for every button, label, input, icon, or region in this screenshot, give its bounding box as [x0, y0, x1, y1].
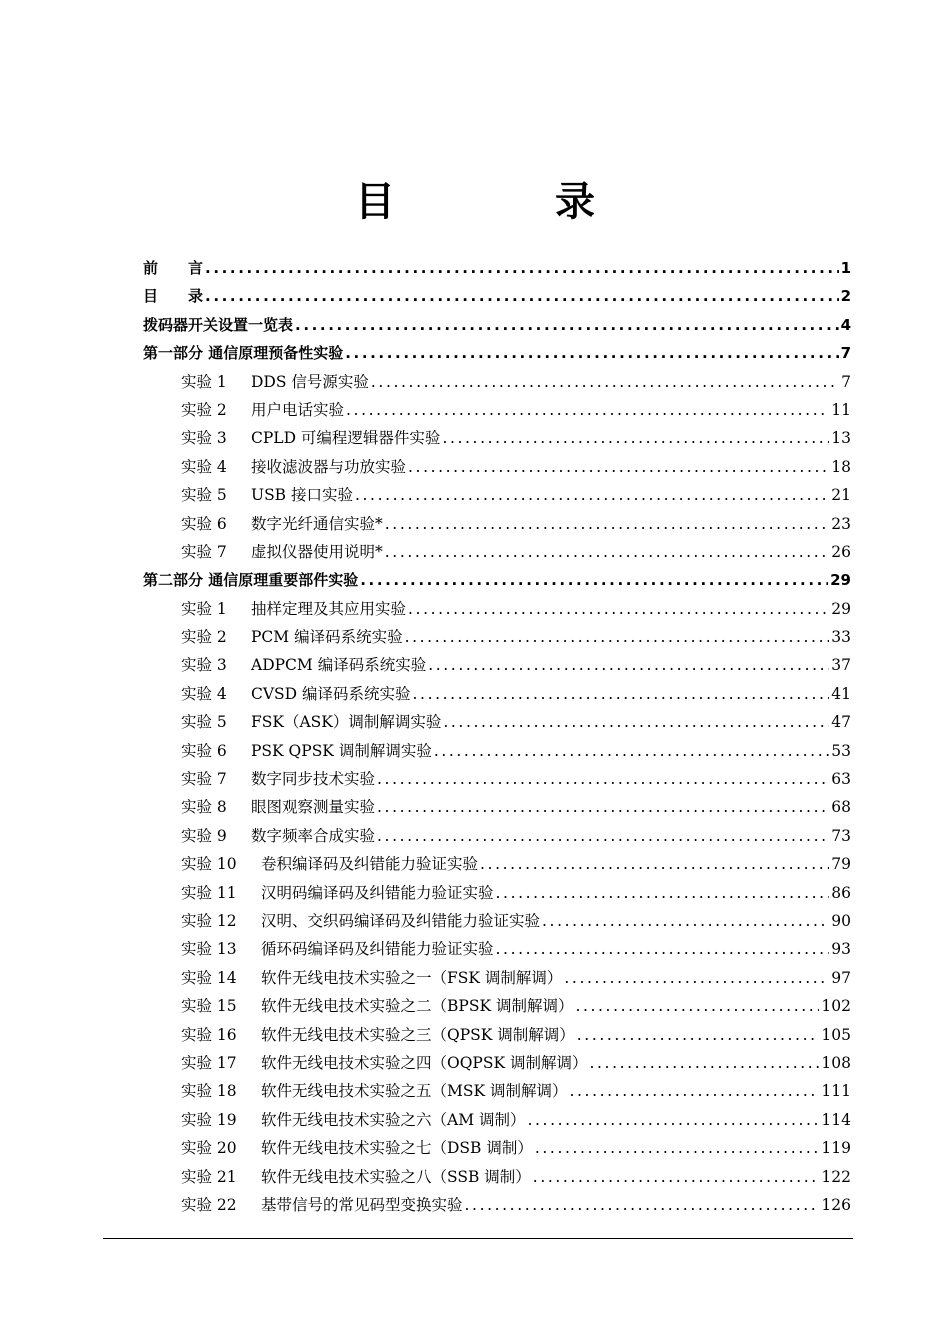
toc-entry-label: [181, 368, 369, 396]
toc-leader-dots: [528, 1106, 820, 1134]
toc-leader-dots: [480, 850, 829, 878]
toc-item-link[interactable]: [143, 1049, 851, 1077]
toc-entry-number: 实验 2: [181, 400, 227, 419]
toc-item-link[interactable]: [143, 935, 851, 963]
toc-item-link[interactable]: [143, 879, 851, 907]
toc-item-link[interactable]: [143, 424, 851, 452]
toc-leader-dots: [205, 254, 839, 282]
toc-page-number: 13: [831, 429, 851, 448]
toc-entry-number: 实验 13: [181, 940, 237, 959]
toc-entry-number: 实验 3: [181, 429, 227, 448]
toc-entry-label: [181, 510, 383, 538]
toc-entry-number: 实验 4: [181, 684, 227, 703]
toc-item-link[interactable]: [143, 1163, 851, 1191]
toc-leader-dots: [434, 737, 829, 765]
toc-page-number: 2: [840, 287, 851, 306]
toc-entry-label: [181, 850, 478, 878]
toc-item-link[interactable]: [143, 1021, 851, 1049]
toc-page-number: 7: [840, 344, 851, 363]
toc-page-number: 29: [831, 599, 851, 618]
toc-entry-label: [181, 822, 375, 850]
toc-leader-dots: [371, 368, 839, 396]
toc-entry-number: 实验 7: [181, 542, 227, 561]
toc-entry-number: 实验 4: [181, 457, 227, 476]
toc-entry-title: 软件无线电技术实验之一（FSK 调制解调）: [261, 968, 563, 987]
toc-entry-title: 第一部分 通信原理预备性实验: [143, 344, 344, 363]
toc-leader-dots: [442, 424, 829, 452]
toc-entry-title: 汉明码编译码及纠错能力验证实验: [261, 883, 494, 902]
toc-page-number: 119: [821, 1139, 851, 1158]
toc-entry-number: 实验 6: [181, 741, 227, 760]
toc-page-number: 47: [831, 713, 851, 732]
toc-entry-number: 实验 1: [181, 599, 227, 618]
toc-entry-title: 软件无线电技术实验之二（BPSK 调制解调）: [261, 997, 574, 1016]
toc-entry-label: [181, 708, 441, 736]
toc-leader-dots: [408, 453, 829, 481]
toc-entry-title: 数字同步技术实验: [251, 770, 376, 789]
toc-entry-number: 实验 20: [181, 1139, 237, 1158]
toc-entry-title: 软件无线电技术实验之五（MSK 调制解调）: [261, 1082, 568, 1101]
toc-entry-number: 实验 21: [181, 1167, 237, 1186]
toc-page-number: 21: [831, 486, 851, 505]
toc-page-number: 126: [821, 1195, 851, 1214]
toc-item-link[interactable]: [143, 453, 851, 481]
toc-item-link[interactable]: [143, 793, 851, 821]
toc-entry-title: 数字光纤通信实验*: [251, 514, 383, 533]
toc-entry-label: [143, 254, 203, 282]
toc-item-link[interactable]: [143, 964, 851, 992]
toc-page-number: 102: [821, 997, 851, 1016]
toc-entry-label: [143, 339, 343, 367]
toc-item-link[interactable]: [143, 1134, 851, 1162]
toc-page-number: 29: [830, 571, 851, 590]
toc-section-link[interactable]: [143, 282, 851, 310]
toc-item-link[interactable]: [143, 1191, 851, 1219]
toc-item-link[interactable]: [143, 623, 851, 651]
toc-entry-title: 拨码器开关设置一览表: [143, 315, 294, 334]
toc-entry-title: FSK（ASK）调制解调实验: [251, 713, 442, 732]
toc-entry-title: 软件无线电技术实验之六（AM 调制）: [261, 1110, 526, 1129]
toc-section-link[interactable]: [143, 311, 851, 339]
footer-divider: [103, 1238, 853, 1239]
toc-entry-title: 数字频率合成实验: [251, 826, 376, 845]
toc-leader-dots: [589, 1049, 819, 1077]
toc-entry-number: 实验 14: [181, 968, 237, 987]
toc-item-link[interactable]: [143, 850, 851, 878]
toc-entry-title: 目 录: [143, 287, 204, 306]
toc-leader-dots: [408, 595, 829, 623]
toc-entry-number: 实验 11: [181, 883, 237, 902]
toc-item-link[interactable]: [143, 907, 851, 935]
toc-entry-title: ADPCM 编译码系统实验: [251, 656, 427, 675]
toc-entry-label: [181, 1077, 568, 1105]
toc-page-number: 93: [831, 940, 851, 959]
toc-leader-dots: [385, 538, 830, 566]
toc-leader-dots: [377, 822, 829, 850]
toc-entry-label: [181, 595, 406, 623]
toc-page-number: 122: [821, 1167, 851, 1186]
toc-entry-title: PSK QPSK 调制解调实验: [251, 741, 432, 760]
toc-entry-label: [181, 1134, 533, 1162]
toc-entry-number: 实验 9: [181, 826, 227, 845]
toc-leader-dots: [345, 339, 838, 367]
toc-entry-title: CVSD 编译码系统实验: [251, 684, 411, 703]
toc-entry-label: [181, 453, 406, 481]
toc-section-link[interactable]: [143, 254, 851, 282]
toc-entry-label: [181, 481, 353, 509]
toc-item-link[interactable]: [143, 396, 851, 424]
toc-entry-number: 实验 2: [181, 628, 227, 647]
toc-entry-label: [181, 992, 573, 1020]
toc-entry-number: 实验 8: [181, 798, 227, 817]
toc-leader-dots: [428, 651, 829, 679]
toc-entry-title: 软件无线电技术实验之三（QPSK 调制解调）: [261, 1025, 575, 1044]
toc-entry-title: DDS 信号源实验: [251, 372, 369, 391]
toc-section-link[interactable]: [143, 566, 851, 594]
toc-entry-title: 虚拟仪器使用说明*: [251, 542, 383, 561]
toc-page-number: 11: [831, 400, 851, 419]
toc-entry-label: [181, 623, 403, 651]
toc-entry-title: 抽样定理及其应用实验: [251, 599, 407, 618]
toc-item-link[interactable]: [143, 368, 851, 396]
toc-leader-dots: [465, 1191, 820, 1219]
toc-page-number: 7: [841, 372, 851, 391]
toc-page-number: 97: [831, 968, 851, 987]
toc-leader-dots: [205, 282, 839, 310]
toc-entry-label: [181, 424, 440, 452]
toc-entry-label: [181, 935, 494, 963]
toc-item-link[interactable]: [143, 992, 851, 1020]
toc-leader-dots: [570, 1077, 820, 1105]
toc-entry-title: 卷积编译码及纠错能力验证实验: [261, 855, 479, 874]
toc-leader-dots: [542, 907, 829, 935]
toc-entry-label: [181, 765, 375, 793]
toc-entry-label: [143, 311, 293, 339]
toc-leader-dots: [575, 992, 819, 1020]
toc-leader-dots: [385, 510, 830, 538]
toc-leader-dots: [346, 396, 829, 424]
toc-entry-number: 实验 17: [181, 1053, 237, 1072]
toc-item-link[interactable]: [143, 510, 851, 538]
toc-leader-dots: [360, 566, 828, 594]
toc-entry-title: 用户电话实验: [251, 400, 345, 419]
toc-entry-number: 实验 15: [181, 997, 237, 1016]
toc-item-link[interactable]: [143, 765, 851, 793]
toc-entry-number: 实验 7: [181, 770, 227, 789]
toc-page-number: 4: [840, 315, 851, 334]
toc-entry-number: 实验 19: [181, 1110, 237, 1129]
toc-entry-title: 汉明、交织码编译码及纠错能力验证实验: [261, 911, 541, 930]
toc-page-number: 86: [831, 883, 851, 902]
toc-leader-dots: [355, 481, 829, 509]
toc-item-link[interactable]: [143, 595, 851, 623]
toc-entry-title: 眼图观察测量实验: [251, 798, 376, 817]
toc-page-number: 90: [831, 911, 851, 930]
toc-page-number: 1: [840, 259, 851, 277]
toc-entry-label: [181, 1191, 463, 1219]
toc-entry-title: 前 言: [143, 259, 204, 277]
toc-page-number: 114: [821, 1110, 851, 1129]
toc-leader-dots: [413, 680, 830, 708]
toc-entry-label: [181, 1163, 531, 1191]
toc-page-number: 68: [831, 798, 851, 817]
toc-entry-label: [181, 396, 344, 424]
toc-page-number: 18: [831, 457, 851, 476]
toc-entry-title: 软件无线电技术实验之七（DSB 调制）: [261, 1139, 533, 1158]
toc-item-link[interactable]: [143, 822, 851, 850]
toc-entry-number: 实验 16: [181, 1025, 237, 1044]
toc-entry-title: 循环码编译码及纠错能力验证实验: [261, 940, 494, 959]
toc-page-number: 41: [831, 684, 851, 703]
toc-page-number: 111: [821, 1082, 851, 1101]
toc-item-link[interactable]: [143, 680, 851, 708]
toc-entry-label: [143, 566, 358, 594]
toc-entry-number: 实验 3: [181, 656, 227, 675]
toc-entry-number: 实验 1: [181, 372, 227, 391]
toc-page-number: 26: [831, 542, 851, 561]
toc-item-link[interactable]: [143, 651, 851, 679]
toc-entry-title: 第二部分 通信原理重要部件实验: [143, 571, 359, 590]
toc-leader-dots: [295, 311, 839, 339]
toc-page-number: 37: [831, 656, 851, 675]
toc-entry-title: PCM 编译码系统实验: [251, 628, 403, 647]
toc-entry-title: USB 接口实验: [251, 486, 353, 505]
toc-entry-title: 软件无线电技术实验之八（SSB 调制）: [261, 1167, 531, 1186]
toc-entry-title: 软件无线电技术实验之四（OQPSK 调制解调）: [261, 1053, 588, 1072]
toc-entry-label: [143, 282, 203, 310]
toc-entry-number: 实验 22: [181, 1195, 237, 1214]
toc-leader-dots: [377, 793, 829, 821]
toc-item-link[interactable]: [143, 737, 851, 765]
toc-entry-label: [181, 1021, 575, 1049]
toc-page-number: 108: [821, 1053, 851, 1072]
toc-leader-dots: [377, 765, 829, 793]
toc-leader-dots: [405, 623, 830, 651]
toc-item-link[interactable]: [143, 538, 851, 566]
toc-entry-title: 基带信号的常见码型变换实验: [261, 1195, 463, 1214]
toc-entry-number: 实验 5: [181, 713, 227, 732]
toc-entry-label: [181, 879, 494, 907]
toc-entry-label: [181, 651, 426, 679]
toc-item-link[interactable]: [143, 1077, 851, 1105]
toc-entry-label: [181, 538, 383, 566]
toc-entry-number: 实验 5: [181, 486, 227, 505]
toc-page-number: 33: [831, 628, 851, 647]
toc-page-number: 105: [821, 1025, 851, 1044]
toc-page-number: 79: [831, 855, 851, 874]
toc-entry-label: [181, 1049, 587, 1077]
toc-entry-number: 实验 10: [181, 855, 237, 874]
toc-entry-label: [181, 1106, 526, 1134]
toc-entry-label: [181, 680, 411, 708]
toc-item-link[interactable]: [143, 1106, 851, 1134]
toc-leader-dots: [535, 1134, 820, 1162]
toc-leader-dots: [564, 964, 829, 992]
toc-section-link[interactable]: [143, 339, 851, 367]
toc-entry-title: CPLD 可编程逻辑器件实验: [251, 429, 441, 448]
toc-entry-number: 实验 6: [181, 514, 227, 533]
toc-page-number: 73: [831, 826, 851, 845]
toc-page-number: 23: [831, 514, 851, 533]
toc-entry-label: [181, 793, 375, 821]
toc-page-number: 53: [831, 741, 851, 760]
toc-entry-number: 实验 18: [181, 1082, 237, 1101]
toc-entry-label: [181, 737, 432, 765]
toc-leader-dots: [577, 1021, 820, 1049]
toc-item-link[interactable]: [143, 481, 851, 509]
toc-leader-dots: [496, 935, 830, 963]
page-title: 目 录: [355, 178, 655, 225]
toc-leader-dots: [533, 1163, 820, 1191]
table-of-contents: [143, 254, 851, 1219]
toc-entry-label: [181, 907, 540, 935]
toc-entry-title: 接收滤波器与功放实验: [251, 457, 407, 476]
toc-page-number: 63: [831, 770, 851, 789]
toc-entry-label: [181, 964, 562, 992]
toc-item-link[interactable]: [143, 708, 851, 736]
toc-leader-dots: [496, 879, 830, 907]
toc-leader-dots: [443, 708, 829, 736]
toc-entry-number: 实验 12: [181, 911, 237, 930]
